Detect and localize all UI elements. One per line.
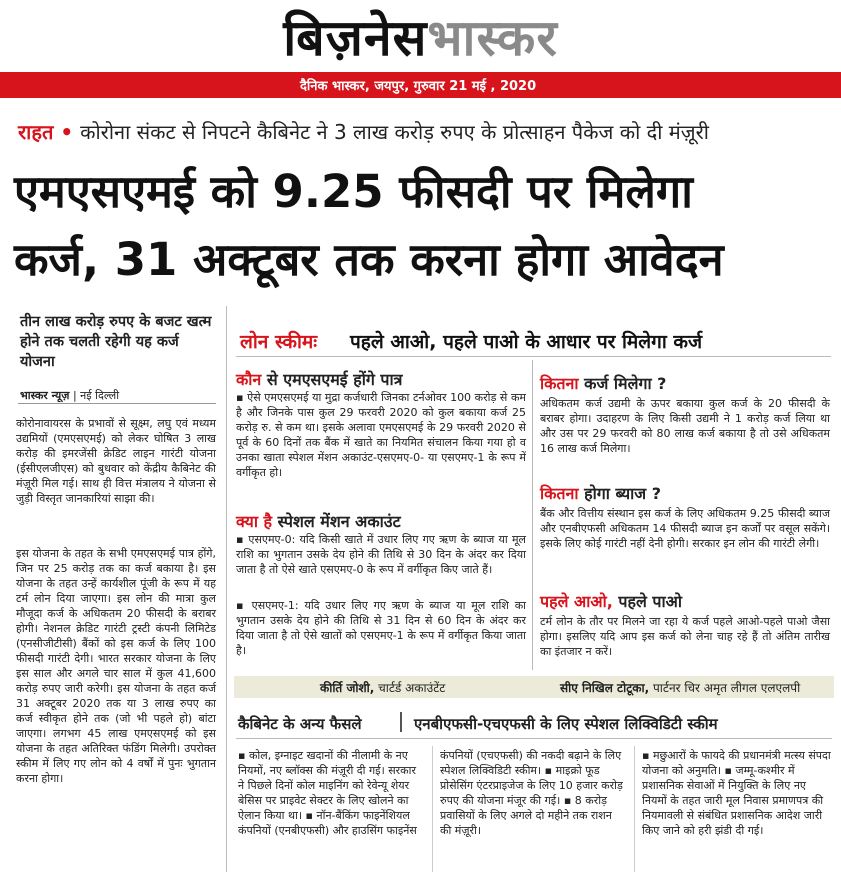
section-body-eligibility: ▪ ऐसे एमएसएमई या मुद्रा कर्जधारी जिनका टर्नओवर 100 करोड़ से कम है और जिनके पास कुल 29 फरवरी 2020 को कुल बकाया कर्ज 25 करोड़ रु. से कम था। इसके अलावा एमएसएमई के 29 फरवरी 2020 से पूर्व के 60 दिनों तक बैंक में खाते का नियमित संचालन किया गया हो व उनका खाता स्पेशल मेंशन अकाउंट-एसएमए-0- या एसएमए-1 के रूप में वर्गीकृत हो। bbox=[236, 391, 526, 479]
left-paragraph-2: इस योजना के तहत के सभी एमएसएमई पात्र होंगे, जिन पर 25 करोड़ तक का कर्ज बकाया है। इस योजना के तहत उन्हें कार्यशील पूंजी के रूप में यह टर्म लोन दिया जाएगा। इस लोन की मात्रा कुल मौजूदा कर्ज के अधिकतम 20 फीसदी के बराबर होगी। नेशनल क्रेडिट गारंटी ट्रस्टी कंपनी लिमिटेड (एनसीजीटीसी) बैंकों को इस कर्ज के लिए 100 फीसदी गारंटी देगी। भारत सरकार योजना के लिए इस साल और अगले चार साल में कुल 41,600 करोड़ रुपए जारी करेगी। इस योजना के तहत कर्ज 31 अक्टूबर 2020 तक या 3 लाख रुपए का कर्ज स्वीकृत होने तक (जो भी पहले हो) बांटा जाएगा। लगभग 45 लाख एमएसएमई को इस योजना के तहत अतिरिक्त फंडिंग मिलेगी। उपरोक्त स्कीम में लिए गए लोन को 4 वर्षों में पुनः भुगतान करना होगा। bbox=[16, 547, 216, 785]
heading-accent: कितना bbox=[540, 374, 579, 393]
column-divider bbox=[634, 746, 635, 872]
headline-line-1: एमएसएमई को 9.25 फीसदी पर मिलेगा bbox=[14, 165, 693, 218]
edition-dateline: दैनिक भास्कर, जयपुर, गुरुवार 21 मई , 2020 bbox=[300, 79, 537, 94]
expert-name: सीए निखिल टोटूका, bbox=[560, 681, 650, 695]
logo-part-business: बिज़नेस bbox=[283, 9, 428, 67]
newspaper-logo bbox=[0, 2, 841, 70]
kicker-label: राहत bbox=[18, 120, 54, 144]
heading-accent: पहले आओ, bbox=[540, 592, 613, 611]
section-body-loan-amount: अधिकतम कर्ज उद्यमी के ऊपर बकाया कुल कर्ज के 20 फीसदी के बराबर होगा। उदाहरण के लिए किसी उद्यमी ने 1 करोड़ कर्ज लिया था और उस पर 29 फरवरी को 80 लाख कर्ज बकाया है तो उसे अधिकतम 16 लाख कर्ज मिलेगा। bbox=[540, 397, 830, 455]
heading-text: पहले पाओ bbox=[618, 592, 682, 611]
expert-role: चार्टर्ड अकाउंटेंट bbox=[378, 681, 446, 695]
section-heading-first-come bbox=[540, 590, 682, 612]
heading-text: से एमएसएमई होंगे पात्र bbox=[266, 370, 403, 389]
section-heading-interest bbox=[540, 482, 661, 504]
section-body-sma0: ▪ एसएमए-0: यदि किसी खाते में उधार लिए गए ऋण के ब्याज या मूल राशि का भुगतान उसके देय होने की तिथि से 30 दिन के अंदर कर दिया जाता है तो ऐसे खाते एसएमए-0 के रूप में वर्गीकृत किए जाते हैं। bbox=[236, 533, 526, 576]
heading-text: होगा ब्याज ? bbox=[584, 484, 662, 503]
heading-accent: कौन bbox=[236, 370, 262, 389]
section-body-interest: बैंक और वित्तीय संस्थान इस कर्ज के लिए अधिकतम 9.25 फीसदी ब्याज और एनबीएफसी अधिकतम 14 फीसदी ब्याज इन कर्जों पर वसूल सकेंगे। इसके लिए कोई गारंटी नहीं देनी होगी। सरकार इन लोन की गारंटी लेगी। bbox=[540, 507, 830, 550]
column-divider bbox=[432, 746, 433, 872]
byline-place: | नई दिल्ली bbox=[72, 389, 120, 402]
section-heading-loan-amount bbox=[540, 372, 666, 394]
heading-text: स्पेशल मेंशन अकाउंट bbox=[277, 512, 401, 531]
heading-accent: क्या है bbox=[236, 512, 273, 531]
cabinet-heading: कैबिनेट के अन्य फैसले bbox=[238, 715, 362, 733]
cabinet-column-1: ▪ कोल, इग्नाइट खदानों की नीलामी के नए नियमों, नए ब्लॉक्स की मंज़ूरी दी गई। सरकार ने पिछले दिनों कोल माइनिंग को रेवेन्यू शेयर बेसिस पर प्राइवेट सेक्टर के लिए खोलने का ऐलान किया था। ▪ नॉन-बैंकिंग फाइनेंशियल कंपनियों (एनबीएफसी) और हाउसिंग फाइनेंस bbox=[238, 749, 417, 837]
headline-line-2: कर्ज, 31 अक्टूबर तक करना होगा आवेदन bbox=[14, 233, 724, 286]
heading-separator bbox=[400, 712, 402, 732]
byline-source: भास्कर न्यूज़ bbox=[20, 389, 70, 402]
section-heading-sma bbox=[236, 510, 401, 532]
section-heading-eligibility bbox=[236, 368, 402, 390]
kicker-text: कोरोना संकट से निपटने कैबिनेट ने 3 लाख करोड़ रुपए के प्रोत्साहन पैकेज को दी मंज़ूरी bbox=[80, 120, 709, 144]
cabinet-subheading: एनबीएफसी-एचएफसी के लिए स्पेशल लिक्विडिटी स्कीम bbox=[414, 715, 718, 733]
left-paragraph-1: कोरोनावायरस के प्रभावों से सूक्ष्म, लघु एवं मध्यम उद्यमियों (एमएसएमई) को लेकर घोषित 3 लाख करोड़ की इमरजेंसी क्रेडिट लाइन गारंटी योजना (ईसीएलजीएस) को बुधवार को केंद्रीय कैबिनेट की मंज़ूरी मिल गई। साथ ही वित्त मंत्रालय ने योजना से जुड़ी विस्तृत जानकारियां साझा की। bbox=[16, 417, 216, 505]
cabinet-column-2: कंपनियों (एचएफसी) की नकदी बढ़ाने के लिए स्पेशल लिक्विडिटी स्कीम। ▪ माइक्रो फूड प्रोसेसिंग एंटरप्राइजेज के लिए 10 हजार करोड़ रुपए की योजना मंजूर की गई। ▪ 8 करोड़ प्रवासियों के लिए अगले दो महीने तक राशन की मंज़ूरी। bbox=[440, 749, 623, 837]
byline bbox=[20, 388, 215, 403]
divider bbox=[236, 738, 832, 739]
column-divider bbox=[532, 360, 533, 670]
heading-text: कर्ज मिलेगा ? bbox=[584, 374, 667, 393]
left-deck: तीन लाख करोड़ रुपए के बजट खत्म होने तक चलती रहेगी यह कर्ज योजना bbox=[20, 314, 212, 370]
expert-credit-right bbox=[560, 679, 800, 696]
section-body-first-come: टर्म लोन के तौर पर मिलने जा रहा ये कर्ज पहले आओ-पहले पाओ जैसा होगा। इसलिए यदि आप इस कर्ज को लेना चाह रहे हैं तो अंतिम तारीख का इंतजार न करें। bbox=[540, 615, 830, 658]
loan-scheme-title: पहले आओ, पहले पाओ के आधार पर मिलेगा कर्ज bbox=[350, 331, 703, 353]
divider bbox=[18, 403, 216, 404]
column-divider bbox=[226, 306, 227, 872]
cabinet-column-3: ▪ मछुआरों के फायदे की प्रधानमंत्री मत्स्य संपदा योजना को अनुमति। ▪ जम्मू-कश्मीर में प्रशासनिक सेवाओं में नियुक्ति के लिए नए नियमों के तहत जारी मूल निवास प्रमाणपत्र की नियमावली से संबंधित प्रशासनिक आदेश जारी किए जाने को हरी झंडी दी गई। bbox=[642, 749, 831, 837]
expert-name: कीर्ति जोशी, bbox=[320, 681, 375, 695]
heading-accent: कितना bbox=[540, 484, 579, 503]
expert-role: पार्टनर चिर अमृत लीगल एलएलपी bbox=[652, 681, 801, 695]
loan-scheme-label: लोन स्कीमः bbox=[240, 331, 318, 353]
section-body-sma1: ▪ एसएमए-1: यदि उधार लिए गए ऋण के ब्याज या मूल राशि का भुगतान उसके देय होने की तिथि से 31 दिन से 60 दिन के अंदर कर दिया जाता है तो ऐसे खातों को एसएमए-1 के रूप में वर्गीकृत किया जाता है। bbox=[236, 599, 526, 657]
expert-credit-left bbox=[320, 679, 445, 696]
kicker-line: राहत • कोरोना संकट से निपटने कैबिनेट ने 3 लाख करोड़ रुपए के प्रोत्साहन पैकेज को दी मंज़ूरी bbox=[18, 120, 709, 144]
logo-part-bhaskar: भास्कर bbox=[427, 9, 558, 67]
